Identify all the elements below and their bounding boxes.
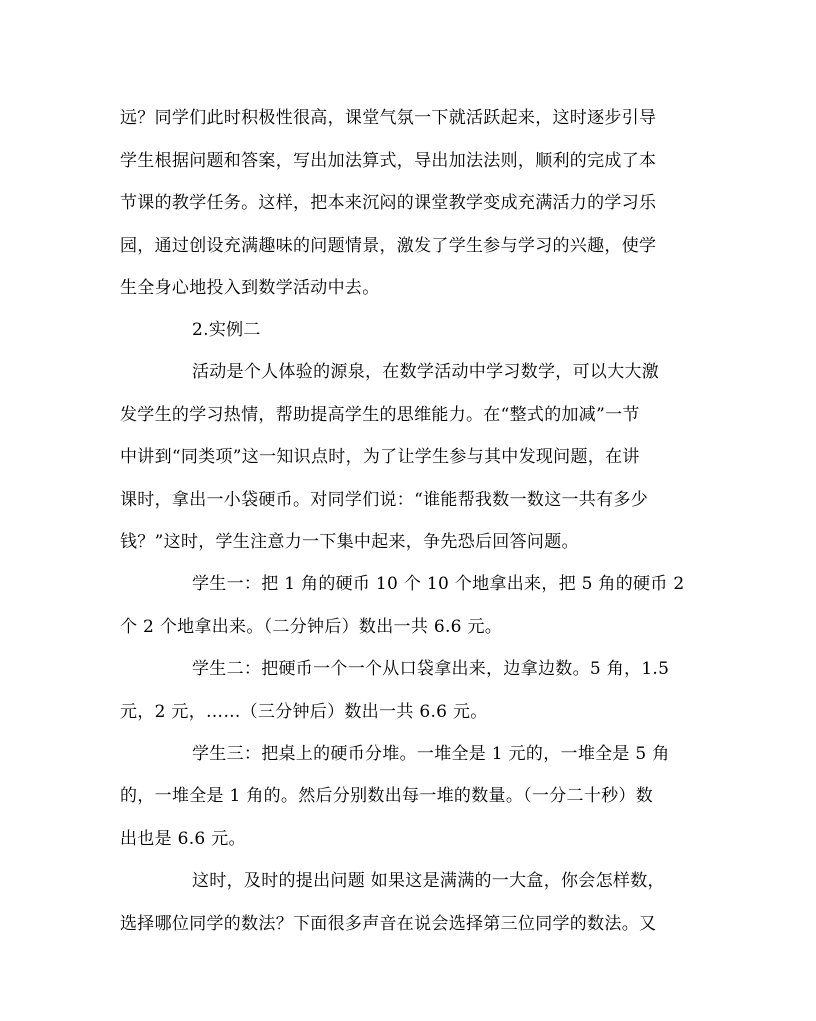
text-line: 发学生的学习热情，帮助提高学生的思维能力。在“整式的加减”一节 [120, 405, 640, 425]
text-line: 学生二：把硬币一个一个从口袋拿出来，边拿边数。5 角，1.5 [192, 659, 670, 679]
section-heading: 2.实例二 [192, 320, 261, 340]
text-line: 活动是个人体验的源泉，在数学活动中学习数学，可以大大激 [192, 362, 660, 382]
text-line: 选择哪位同学的数法？下面很多声音在说会选择第三位同学的数法。又 [120, 914, 657, 934]
text-line: 中讲到“同类项”这一知识点时，为了让学生参与其中发现问题，在讲 [120, 447, 640, 467]
text-line: 生全身心地投入到数学活动中去。 [120, 278, 380, 298]
text-line: 学生根据问题和答案，写出加法算式，导出加法法则，顺利的完成了本 [120, 151, 657, 171]
text-line: 这时，及时的提出问题 如果这是满满的一大盒，你会怎样数， [192, 871, 665, 891]
text-line: 课时，拿出一小袋硬币。对同学们说：“谁能帮我数一数这一共有多少 [120, 490, 648, 510]
text-line: 远？同学们此时积极性很高，课堂气氛一下就活跃起来，这时逐步引导 [120, 108, 657, 128]
text-line: 钱？”这时，学生注意力一下集中起来，争先恐后回答问题。 [120, 532, 579, 552]
text-line: 节课的教学任务。这样，把本来沉闷的课堂教学变成充满活力的学习乐 [120, 193, 657, 213]
text-line: 学生三：把桌上的硬币分堆。一堆全是 1 元的，一堆全是 5 角 [192, 744, 670, 764]
text-line: 个 2 个地拿出来。（二分钟后）数出一共 6.6 元。 [120, 617, 503, 637]
text-line: 的，一堆全是 1 角的。然后分别数出每一堆的数量。（一分二十秒）数 [120, 786, 654, 806]
text-line: 学生一：把 1 角的硬币 10 个 10 个地拿出来，把 5 角的硬币 2 [192, 574, 685, 594]
text-line: 园，通过创设充满趣味的问题情景，激发了学生参与学习的兴趣，使学 [120, 236, 657, 256]
text-line: 出也是 6.6 元。 [120, 829, 246, 849]
text-line: 元，2 元，……（三分钟后）数出一共 6.6 元。 [120, 702, 488, 722]
